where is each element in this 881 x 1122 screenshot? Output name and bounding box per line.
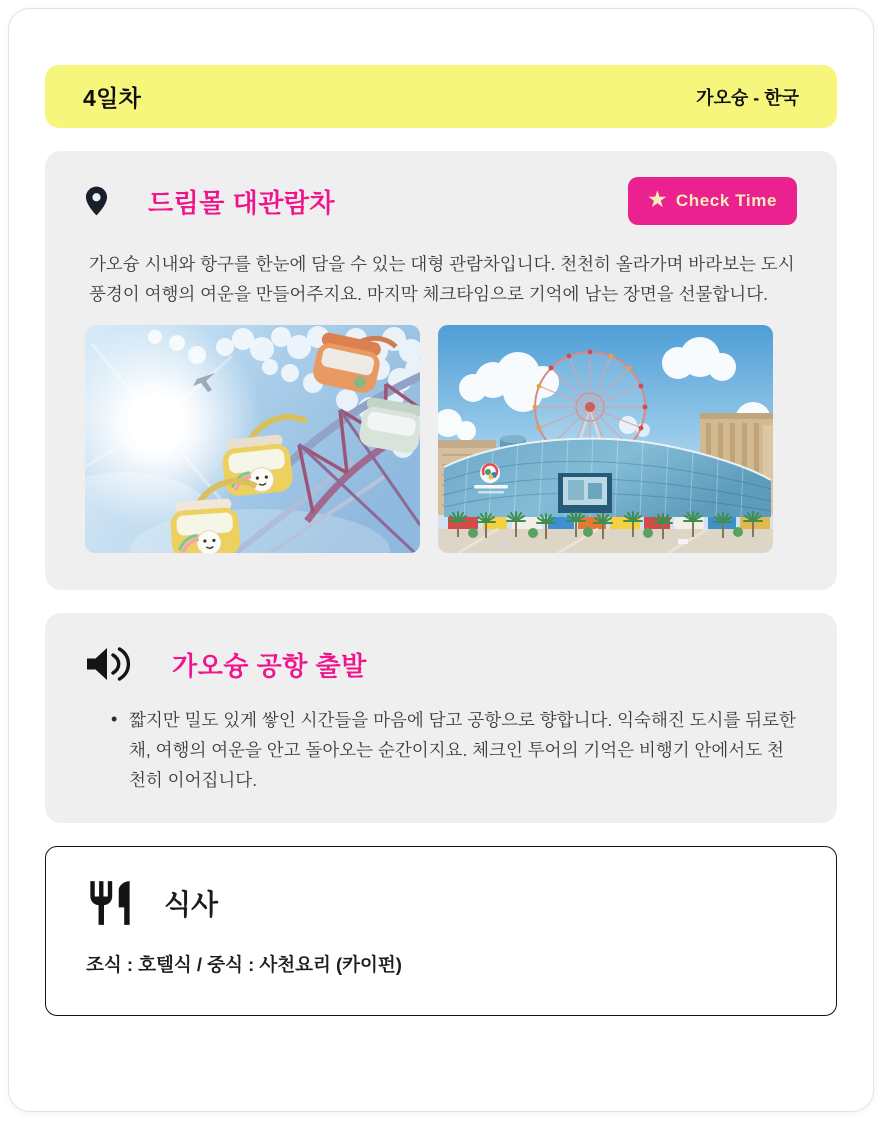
route-label: 가오슝 - 한국 [696,87,799,108]
check-time-badge[interactable] [628,177,797,225]
check-time-label: Check Time [675,191,777,210]
day-banner [45,65,837,128]
day-label: 4일차 [83,85,142,111]
itinerary-page [8,8,874,1112]
dream-mall-building-photo [438,325,773,553]
section-header [85,645,797,683]
star-icon: ★ [648,189,667,211]
meal-detail: 조식 : 호텔식 / 중식 : 사천요리 (카이펀) [86,954,402,975]
fork-knife-icon [86,875,134,931]
photo-row [85,325,797,553]
location-pin-icon [85,185,108,217]
section-dream-mall [45,151,837,590]
section-title: 드림몰 대관람차 [148,187,336,218]
bullet-list [85,705,797,795]
section-header [85,177,797,225]
section-description: 가오슝 시내와 항구를 한눈에 담을 수 있는 대형 관람차입니다. 천천히 올라가며 바라보는 도시 풍경이 여행의 여운을 만들어주지요. 마지막 체크타임으로 기억에 남는 장면을 선물합니다. [89,254,795,304]
section-title: 가오슝 공항 출발 [172,650,367,681]
meal-title: 식사 [164,889,219,920]
section-airport-departure [45,613,837,823]
meal-box [45,846,837,1016]
list-item: • 짧지만 밀도 있게 쌓인 시간들을 마음에 담고 공항으로 향합니다. 익숙해진 도시를 뒤로한 채, 여행의 여운을 안고 돌아오는 순간이지요. 체크인 투어의 기억은 비행기 안에서도 천천히 이어집니다. [115,705,797,795]
ferris-wheel-sky-photo [85,325,420,553]
speaker-icon [85,645,132,683]
meal-header [86,875,796,931]
